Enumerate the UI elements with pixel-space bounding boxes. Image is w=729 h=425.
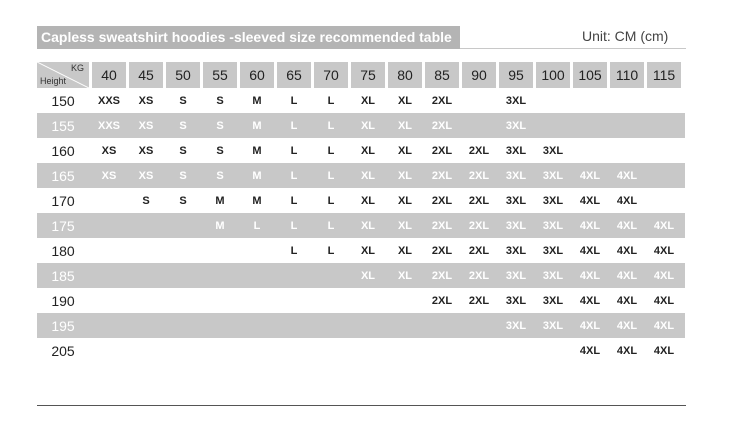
height-cell: 205 bbox=[51, 342, 75, 359]
size-cell: L bbox=[327, 219, 335, 232]
table-row bbox=[37, 238, 685, 263]
weight-header-cell: 40 bbox=[92, 62, 126, 88]
size-cell: S bbox=[179, 169, 187, 182]
size-cell: XS bbox=[138, 94, 154, 107]
height-label: Height bbox=[40, 76, 67, 86]
size-cell: 3XL bbox=[542, 294, 564, 307]
size-cell: 4XL bbox=[616, 219, 638, 232]
size-cell: XL bbox=[360, 219, 376, 232]
table-row bbox=[37, 88, 685, 113]
size-cell: S bbox=[216, 169, 224, 182]
weight-header-cell: 100 bbox=[536, 62, 570, 88]
size-cell: 4XL bbox=[653, 244, 675, 257]
height-cell: 165 bbox=[51, 167, 75, 184]
size-cell: 3XL bbox=[505, 319, 527, 332]
size-cell: 2XL bbox=[468, 219, 490, 232]
height-cell: 190 bbox=[51, 292, 75, 309]
height-cell: 175 bbox=[51, 217, 75, 234]
table-row bbox=[37, 338, 685, 363]
size-cell: XS bbox=[138, 144, 154, 157]
weight-header-cell: 85 bbox=[425, 62, 459, 88]
size-cell: M bbox=[252, 94, 262, 107]
size-cell: 2XL bbox=[431, 294, 453, 307]
weight-header-cell: 110 bbox=[610, 62, 644, 88]
size-cell: XL bbox=[360, 244, 376, 257]
size-cell: 2XL bbox=[431, 194, 453, 207]
size-cell: XL bbox=[360, 269, 376, 282]
bottom-divider bbox=[37, 405, 686, 406]
corner-header bbox=[37, 62, 89, 88]
size-cell: 4XL bbox=[616, 269, 638, 282]
size-cell: XL bbox=[397, 219, 413, 232]
size-cell: L bbox=[327, 119, 335, 132]
table-row bbox=[37, 188, 685, 213]
table-row bbox=[37, 138, 685, 163]
size-cell: S bbox=[179, 144, 187, 157]
size-cell: 2XL bbox=[468, 244, 490, 257]
size-cell: 2XL bbox=[431, 244, 453, 257]
weight-header-cell: 50 bbox=[166, 62, 200, 88]
table-row bbox=[37, 163, 685, 188]
size-cell: XL bbox=[360, 194, 376, 207]
size-cell: XL bbox=[397, 94, 413, 107]
size-cell: L bbox=[327, 169, 335, 182]
size-cell: 4XL bbox=[579, 344, 601, 357]
size-cell: L bbox=[327, 194, 335, 207]
size-cell: L bbox=[290, 244, 298, 257]
table-row bbox=[37, 213, 685, 238]
size-cell: 2XL bbox=[468, 194, 490, 207]
size-cell: L bbox=[290, 144, 298, 157]
kg-label: KG bbox=[70, 63, 84, 73]
size-cell: 3XL bbox=[505, 144, 527, 157]
size-cell: M bbox=[215, 194, 225, 207]
size-cell: M bbox=[252, 144, 262, 157]
size-cell: S bbox=[179, 119, 187, 132]
size-cell: 3XL bbox=[542, 269, 564, 282]
size-cell: 2XL bbox=[468, 269, 490, 282]
size-cell: XXS bbox=[97, 119, 120, 132]
height-cell: 150 bbox=[51, 92, 75, 109]
unit-label: Unit: CM (cm) bbox=[582, 28, 669, 44]
size-cell: M bbox=[215, 219, 225, 232]
weight-header-cell: 55 bbox=[203, 62, 237, 88]
size-cell: XL bbox=[397, 169, 413, 182]
size-cell: XS bbox=[101, 144, 117, 157]
size-cell: XL bbox=[397, 244, 413, 257]
height-cell: 170 bbox=[51, 192, 75, 209]
size-cell: XL bbox=[397, 194, 413, 207]
weight-header-cell: 75 bbox=[351, 62, 385, 88]
size-cell: 2XL bbox=[468, 144, 490, 157]
size-cell: 4XL bbox=[653, 344, 675, 357]
size-cell: L bbox=[327, 94, 335, 107]
size-table bbox=[37, 62, 685, 363]
height-cell: 195 bbox=[51, 317, 75, 334]
size-cell: 4XL bbox=[653, 319, 675, 332]
weight-header-cell: 65 bbox=[277, 62, 311, 88]
height-cell: 155 bbox=[51, 117, 75, 134]
weight-header-cell: 90 bbox=[462, 62, 496, 88]
size-cell: 4XL bbox=[579, 169, 601, 182]
size-cell: 3XL bbox=[505, 194, 527, 207]
weight-header-cell: 95 bbox=[499, 62, 533, 88]
size-cell: S bbox=[142, 194, 150, 207]
weight-header-cell: 45 bbox=[129, 62, 163, 88]
size-cell: 3XL bbox=[505, 169, 527, 182]
size-cell: L bbox=[290, 169, 298, 182]
size-cell: L bbox=[327, 244, 335, 257]
size-cell: XS bbox=[138, 169, 154, 182]
table-title: Capless sweatshirt hoodies -sleeved size recommended table bbox=[37, 26, 460, 49]
size-cell: L bbox=[290, 119, 298, 132]
size-cell: 3XL bbox=[505, 219, 527, 232]
size-cell: 2XL bbox=[431, 169, 453, 182]
size-cell: 4XL bbox=[616, 169, 638, 182]
size-cell: M bbox=[252, 119, 262, 132]
size-cell: XL bbox=[397, 269, 413, 282]
size-cell: S bbox=[179, 94, 187, 107]
size-cell: 3XL bbox=[505, 119, 527, 132]
size-cell: M bbox=[252, 194, 262, 207]
size-cell: 2XL bbox=[468, 169, 490, 182]
height-cell: 185 bbox=[51, 267, 75, 284]
size-cell: XL bbox=[397, 144, 413, 157]
height-cell: 180 bbox=[51, 242, 75, 259]
weight-header-cell: 70 bbox=[314, 62, 348, 88]
weight-header-cell: 80 bbox=[388, 62, 422, 88]
size-cell: 3XL bbox=[542, 244, 564, 257]
size-cell: 2XL bbox=[431, 119, 453, 132]
height-cell: 160 bbox=[51, 142, 75, 159]
size-cell: 3XL bbox=[505, 269, 527, 282]
size-cell: 4XL bbox=[579, 194, 601, 207]
size-cell: 2XL bbox=[431, 219, 453, 232]
size-cell: XL bbox=[360, 119, 376, 132]
size-cell: 3XL bbox=[542, 194, 564, 207]
table-row bbox=[37, 288, 685, 313]
size-cell: L bbox=[253, 219, 261, 232]
weight-header-cell: 115 bbox=[647, 62, 681, 88]
table-row bbox=[37, 313, 685, 338]
size-cell: S bbox=[179, 194, 187, 207]
size-cell: S bbox=[216, 119, 224, 132]
title-divider bbox=[460, 48, 686, 49]
weight-header-cell: 105 bbox=[573, 62, 607, 88]
size-cell: S bbox=[216, 94, 224, 107]
size-cell: L bbox=[290, 219, 298, 232]
table-row bbox=[37, 113, 685, 138]
size-cell: 2XL bbox=[431, 144, 453, 157]
size-cell: 3XL bbox=[542, 319, 564, 332]
size-cell: XS bbox=[138, 119, 154, 132]
size-cell: 4XL bbox=[579, 219, 601, 232]
size-cell: L bbox=[290, 94, 298, 107]
size-cell: 3XL bbox=[542, 219, 564, 232]
size-cell: L bbox=[327, 144, 335, 157]
size-cell: XL bbox=[360, 94, 376, 107]
size-cell: 4XL bbox=[579, 319, 601, 332]
size-cell: 4XL bbox=[616, 244, 638, 257]
size-cell: XL bbox=[360, 169, 376, 182]
size-cell: 4XL bbox=[653, 269, 675, 282]
size-cell: 3XL bbox=[505, 244, 527, 257]
size-cell: 4XL bbox=[653, 219, 675, 232]
weight-header-cell: 60 bbox=[240, 62, 274, 88]
size-cell: 3XL bbox=[505, 94, 527, 107]
size-cell: 4XL bbox=[579, 294, 601, 307]
size-cell: 2XL bbox=[431, 94, 453, 107]
size-cell: S bbox=[216, 144, 224, 157]
table-row bbox=[37, 263, 685, 288]
size-cell: 4XL bbox=[579, 244, 601, 257]
weight-header-row bbox=[37, 62, 685, 88]
size-cell: 2XL bbox=[431, 269, 453, 282]
size-cell: L bbox=[290, 194, 298, 207]
size-cell: 4XL bbox=[579, 269, 601, 282]
size-cell: 4XL bbox=[616, 344, 638, 357]
size-cell: 3XL bbox=[505, 294, 527, 307]
size-cell: 4XL bbox=[616, 194, 638, 207]
size-cell: 4XL bbox=[616, 319, 638, 332]
size-cell: 3XL bbox=[542, 169, 564, 182]
size-cell: XL bbox=[397, 119, 413, 132]
size-cell: 3XL bbox=[542, 144, 564, 157]
size-cell: XS bbox=[101, 169, 117, 182]
size-cell: 4XL bbox=[653, 294, 675, 307]
size-cell: XL bbox=[360, 144, 376, 157]
size-cell: 4XL bbox=[616, 294, 638, 307]
size-cell: M bbox=[252, 169, 262, 182]
size-cell: XXS bbox=[97, 94, 120, 107]
size-cell: 2XL bbox=[468, 294, 490, 307]
